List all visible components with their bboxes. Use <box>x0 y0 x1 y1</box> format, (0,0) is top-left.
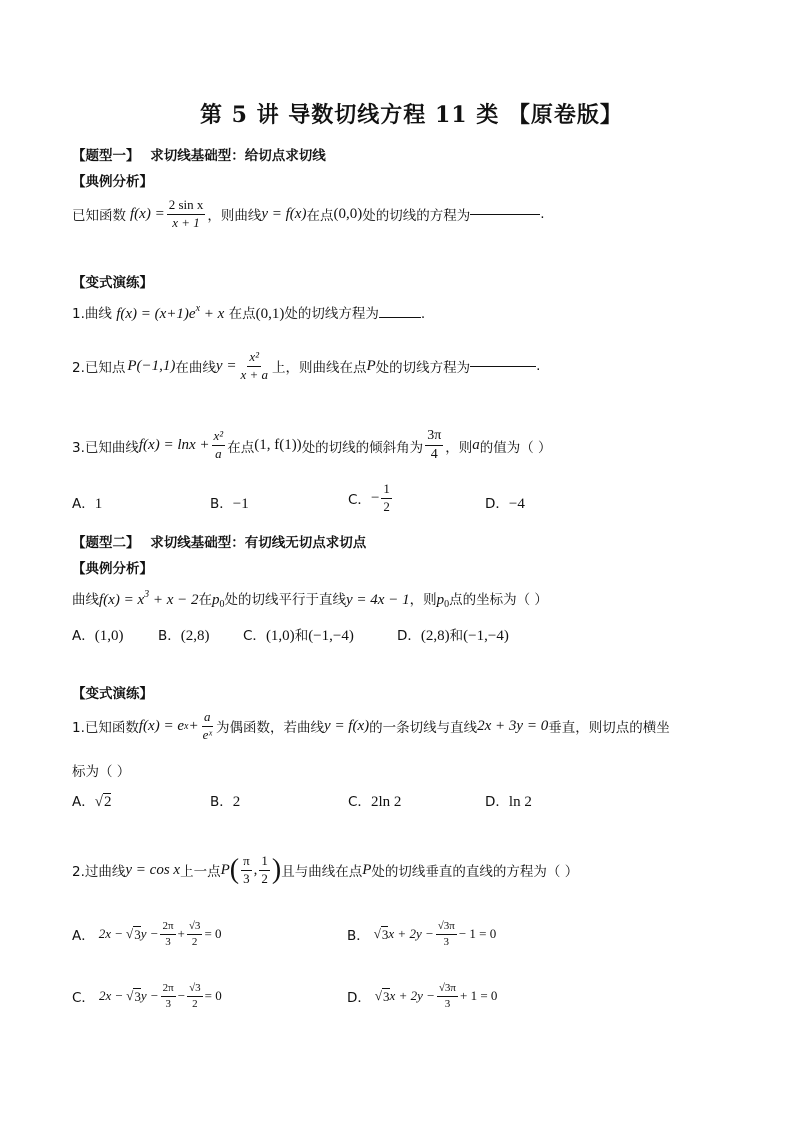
math-expr: y − <box>140 926 159 942</box>
math-p0: p <box>436 592 445 608</box>
frac-num: 1 <box>381 482 392 499</box>
text: 2.过曲线 <box>72 864 126 881</box>
option-label: B． <box>210 496 233 512</box>
fraction <box>259 854 270 887</box>
practice-q3 <box>72 428 552 463</box>
option-label: D． <box>397 628 421 644</box>
option-value: − <box>370 489 380 506</box>
text: 2.已知点 <box>72 360 126 377</box>
fraction <box>160 920 175 948</box>
option-label: D． <box>485 496 509 512</box>
frac-den: a <box>215 446 222 462</box>
frac-den: 3 <box>165 997 171 1010</box>
radical-icon: √ <box>126 926 134 942</box>
math-sup: x <box>184 720 189 732</box>
radical-icon: √ <box>373 926 381 942</box>
math-sup: 3 <box>144 589 150 600</box>
practice2-q2 <box>72 854 578 887</box>
math-end: = 0 <box>204 988 222 1004</box>
text: 且与曲线在点 <box>281 864 363 881</box>
frac-num: 2π <box>161 982 176 997</box>
frac-num: x² <box>212 429 226 446</box>
option-label: A． <box>72 794 95 810</box>
math-expr: y − <box>140 988 159 1004</box>
frac-num: 3π <box>425 428 443 446</box>
type-text: 求切线基础型：有切线无切点求切点 <box>150 535 367 551</box>
radicand: 3 <box>134 988 141 1004</box>
radicand: 3 <box>381 926 389 942</box>
question-type-2-heading <box>72 531 366 551</box>
math-p: P <box>366 357 376 374</box>
option-label: D． <box>485 794 509 810</box>
radicand: 3 <box>383 988 390 1004</box>
radicand: 3 <box>134 926 141 942</box>
fraction <box>437 982 458 1010</box>
text: 1.曲线 <box>72 306 112 322</box>
frac-num: √3π <box>437 982 458 997</box>
text: 在曲线 <box>175 360 216 377</box>
text: . <box>540 206 545 223</box>
math-expr: + x − 2 <box>149 592 199 608</box>
fraction <box>187 920 203 948</box>
math-sup: x <box>195 303 201 314</box>
frac-num: √3π <box>436 920 457 935</box>
option-d[interactable] <box>347 982 497 1010</box>
frac-den: 4 <box>430 447 438 463</box>
option-label: B． <box>347 928 370 945</box>
text: 在点 <box>306 208 334 225</box>
text: 和 <box>449 628 464 644</box>
text: 垂直，则切点的横坐 <box>548 720 670 737</box>
frac-num: 2π <box>160 920 175 935</box>
math-expr: f(x) = e <box>138 717 184 734</box>
option-b[interactable] <box>158 624 210 645</box>
option-b[interactable] <box>210 492 249 513</box>
example-question-1 <box>72 198 545 231</box>
question-type-1-heading <box>72 144 326 164</box>
math-expr: f(x) = x <box>99 592 145 608</box>
text: . <box>536 358 541 375</box>
option-a[interactable] <box>72 790 111 811</box>
text: 的一条切线与直线 <box>369 720 478 737</box>
math-expr: x + 2y − <box>389 988 435 1004</box>
fraction <box>436 920 457 948</box>
frac-den: 2 <box>191 935 198 948</box>
option-value: (−1,−4) <box>463 628 509 644</box>
text: 已知函数 <box>72 208 126 225</box>
option-b[interactable] <box>347 920 496 948</box>
math-expr: + x <box>200 306 225 322</box>
option-label: C． <box>243 628 266 644</box>
fraction <box>161 982 176 1010</box>
math-expr: f(x) = (x+1)e <box>116 306 196 322</box>
fraction <box>241 854 252 887</box>
math-end: − 1 = 0 <box>458 926 497 942</box>
math-fx: f(x) = <box>130 205 165 222</box>
text: 在 <box>198 592 213 608</box>
math-curve: y = f(x) <box>324 717 370 734</box>
text: 1.已知函数 <box>72 720 139 737</box>
math-point: (0,1) <box>255 306 285 322</box>
math-point: (1, f(1)) <box>254 437 302 454</box>
math-y: y = <box>215 357 237 374</box>
left-paren: ( <box>229 854 240 886</box>
text: 为偶函数，若曲线 <box>216 720 325 737</box>
text: ，则曲线 <box>207 208 262 225</box>
frac-num: a <box>202 710 213 727</box>
math-sub: 0 <box>219 599 225 610</box>
practice-q1 <box>72 302 425 323</box>
text: 上一点 <box>180 864 221 881</box>
answer-blank[interactable] <box>379 316 421 318</box>
practice-heading-1: 【变式演练】 <box>72 275 153 291</box>
frac-den: 2 <box>383 498 390 514</box>
option-b[interactable] <box>210 790 240 811</box>
option-label: A． <box>72 628 95 644</box>
option-value: (−1,−4) <box>308 628 354 644</box>
text: 上，则曲线在点 <box>272 360 367 377</box>
option-c[interactable] <box>243 624 354 645</box>
frac-den: 3 <box>443 935 450 948</box>
option-label: C． <box>348 794 371 810</box>
text: 3.已知曲线 <box>72 439 139 456</box>
practice2-q1-line2: 标为（ ） <box>72 764 131 780</box>
math-expr: 2x − <box>98 926 124 942</box>
option-value: 1 <box>94 496 103 512</box>
type-text: 求切线基础型：给切点求切线 <box>150 148 326 164</box>
math-p: P <box>362 861 372 878</box>
page-title: 第 5 讲 导数切线方程 11 类 【原卷版】 <box>200 102 623 128</box>
math-point: (0,0) <box>333 205 363 222</box>
math-sign: − <box>177 988 186 1004</box>
fraction-angle <box>425 428 443 463</box>
frac-den: 3 <box>243 870 250 886</box>
type-label: 【题型二】 <box>72 535 140 551</box>
option-c[interactable] <box>72 982 222 1010</box>
option-value: −4 <box>508 496 525 512</box>
text: 处的切线平行于直线 <box>224 592 347 608</box>
text: 在点 <box>228 306 256 322</box>
math-end: + 1 = 0 <box>459 988 498 1004</box>
fraction <box>201 710 214 743</box>
math-point: P(−1,1) <box>127 357 176 374</box>
option-a[interactable] <box>72 624 124 645</box>
option-label: B． <box>210 794 233 810</box>
math-expr: x + 2y − <box>388 926 434 942</box>
text: 在点 <box>227 439 255 456</box>
example-heading-2: 【典例分析】 <box>72 561 153 577</box>
option-c[interactable] <box>348 790 401 811</box>
option-label: B． <box>158 628 181 644</box>
text: 曲线 <box>72 592 99 608</box>
radical-icon: √ <box>94 794 103 810</box>
option-label: A． <box>72 496 95 512</box>
option-value: 2ln 2 <box>370 794 402 810</box>
frac-num: √3 <box>187 982 203 997</box>
option-value: −1 <box>232 496 249 512</box>
text: 处的切线的倾斜角为 <box>301 439 424 456</box>
option-label: C． <box>348 492 371 509</box>
option-value: 2 <box>103 794 112 810</box>
math-curve: y = f(x) <box>261 205 307 222</box>
math-expr: 2x − <box>98 988 124 1004</box>
frac-num: x² <box>247 350 261 367</box>
answer-blank[interactable] <box>470 213 540 215</box>
frac-den: 3 <box>165 935 171 948</box>
frac-num: 1 <box>259 854 270 871</box>
option-value: ln 2 <box>508 794 532 810</box>
answer-blank[interactable] <box>470 365 536 367</box>
option-value: (1,0) <box>94 628 124 644</box>
text: 处的切线垂直的直线的方程为（ ） <box>371 864 579 881</box>
option-value: (2,8) <box>420 628 450 644</box>
text: . <box>420 306 426 322</box>
math-expr: + <box>188 717 199 734</box>
fraction <box>212 429 226 462</box>
text: 处的切线方程为 <box>284 306 379 322</box>
frac-den: 2 <box>192 997 198 1010</box>
option-a[interactable] <box>72 920 222 948</box>
option-value: 2 <box>232 794 241 810</box>
text: ，则 <box>409 592 437 608</box>
math-sign: + <box>177 926 185 942</box>
option-d[interactable] <box>397 624 509 645</box>
text: 和 <box>294 628 309 644</box>
option-c[interactable] <box>348 482 394 515</box>
fraction <box>187 982 203 1010</box>
math-line: y = 4x − 1 <box>346 592 410 608</box>
frac-den: x + 1 <box>172 214 200 230</box>
frac-den: x + a <box>240 366 268 382</box>
text: 处的切线方程为 <box>375 360 471 377</box>
option-d[interactable] <box>485 790 532 811</box>
frac-den: eˣ <box>202 726 213 742</box>
math-end: = 0 <box>204 926 222 942</box>
option-label: C． <box>72 990 95 1007</box>
option-value: (2,8) <box>180 628 210 644</box>
example-question-2 <box>72 588 548 610</box>
practice2-q1 <box>72 710 670 743</box>
math-sub: 0 <box>444 599 450 610</box>
frac-num: √3 <box>187 920 203 935</box>
right-paren: ) <box>271 854 282 886</box>
fraction <box>238 350 270 383</box>
frac-num: 2 sin x <box>167 198 206 215</box>
math-curve: y = cos x <box>125 861 181 878</box>
radical-icon: √ <box>126 988 134 1004</box>
frac-num: π <box>241 854 252 871</box>
option-label: D． <box>347 990 371 1007</box>
math-a: a <box>472 437 480 454</box>
practice-q2 <box>72 350 540 383</box>
option-a[interactable] <box>72 492 102 513</box>
option-d[interactable] <box>485 492 525 513</box>
frac-den: 2 <box>261 870 268 886</box>
text: ，则 <box>445 439 473 456</box>
comma: , <box>253 861 258 878</box>
text: 处的切线的方程为 <box>362 208 471 225</box>
text: 点的坐标为（ ） <box>449 592 548 608</box>
example-heading-1: 【典例分析】 <box>72 174 153 190</box>
type-label: 【题型一】 <box>72 148 140 164</box>
math-p0: p <box>212 592 220 608</box>
frac-den: 3 <box>444 997 451 1010</box>
math-p: P <box>220 861 230 878</box>
radical-icon: √ <box>374 988 383 1004</box>
option-label: A． <box>72 928 95 945</box>
text: 的值为（ ） <box>479 439 552 456</box>
practice-heading-2: 【变式演练】 <box>72 686 153 702</box>
fraction <box>167 198 206 231</box>
option-value: (1,0) <box>265 628 295 644</box>
math-expr: f(x) = lnx + <box>138 437 210 454</box>
fraction <box>381 482 392 515</box>
math-line: 2x + 3y = 0 <box>477 717 549 734</box>
